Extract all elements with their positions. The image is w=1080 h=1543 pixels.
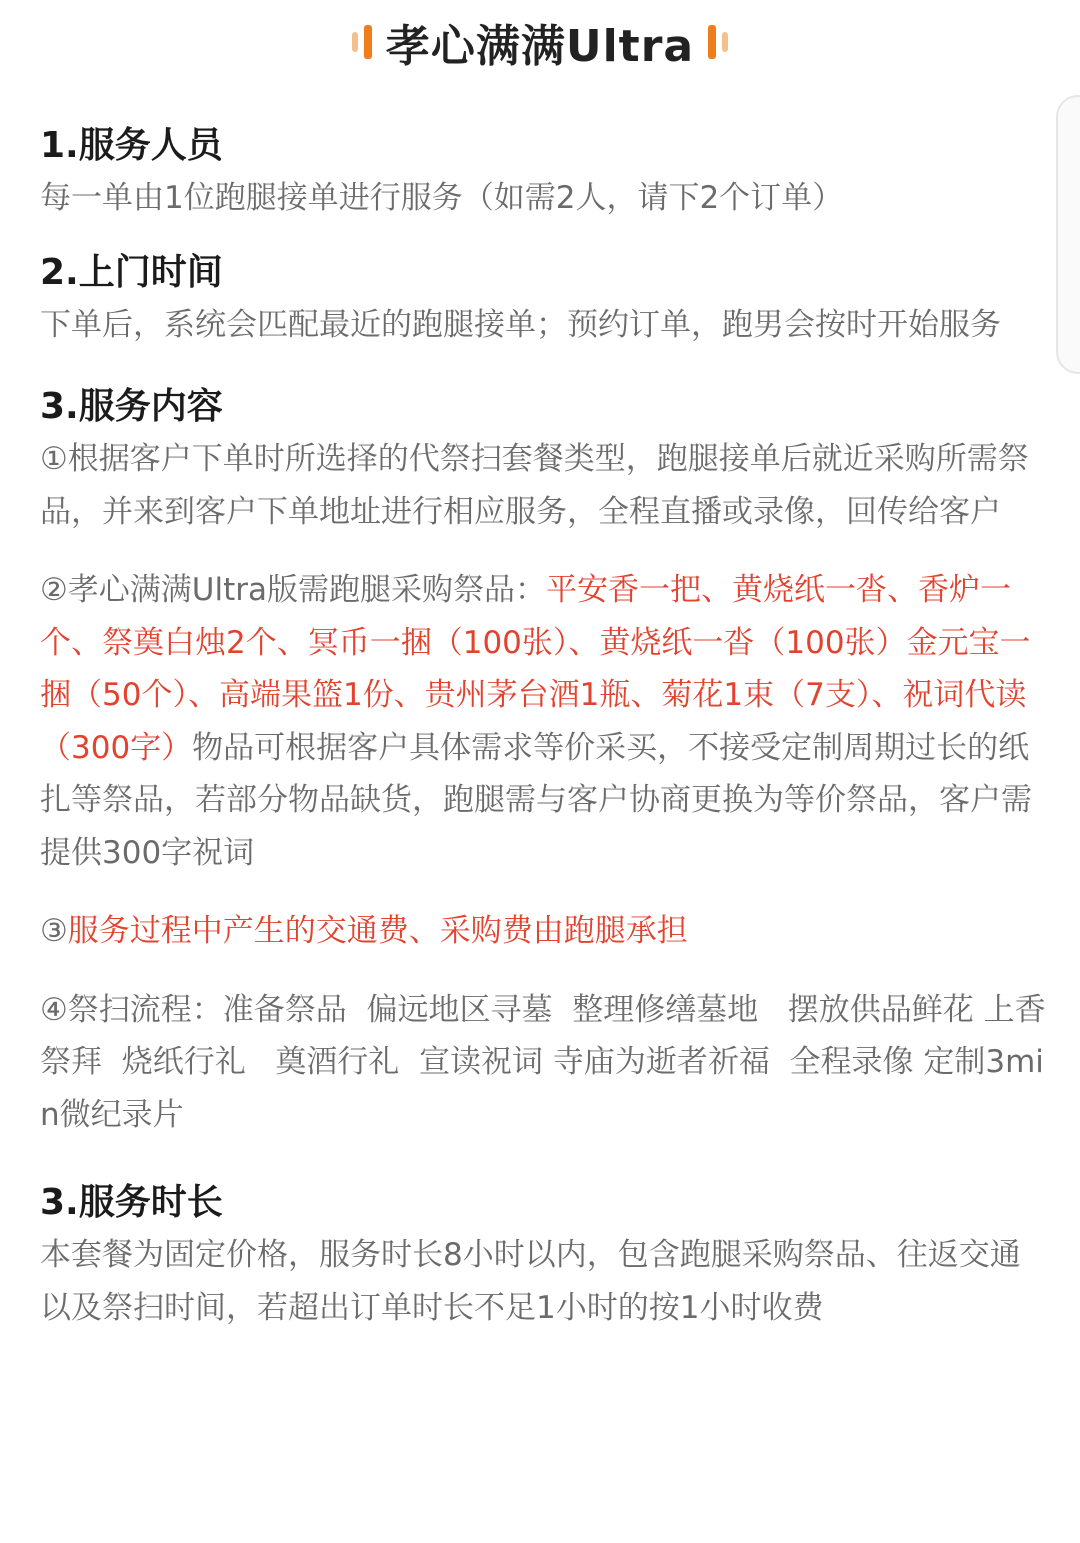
content-item-3 [40, 905, 1050, 958]
deco-bar [722, 32, 728, 52]
item-3-prefix: ③ [40, 913, 68, 949]
title-deco-right [708, 25, 728, 59]
content-item-1: ①根据客户下单时所选择的代祭扫套餐类型，跑腿接单后就近采购所需祭品，并来到客户下单地址进行相应服务，全程直播或录像，回传给客户 [40, 441, 1029, 530]
deco-bar [708, 25, 716, 59]
section-text: 每一单由1位跑腿接单进行服务（如需2人，请下2个订单） [40, 180, 844, 216]
section-heading: 1.服务人员 [40, 125, 223, 166]
section-heading: 3.服务时长 [40, 1182, 223, 1223]
side-scroll-handle[interactable] [1056, 95, 1080, 374]
item-2-offerings: 平安香一把、黄烧纸一沓、香炉一个、祭奠白烛2个、冥币一捆（100张）、黄烧纸一沓（100张）金元宝一捆（50个）、高端果篮1份、贵州茅台酒1瓶、菊花1束（7支）、祝词代读（300字） [40, 572, 1031, 766]
item-2-prefix: ②孝心满满Ultra版需跑腿采购祭品： [40, 572, 546, 608]
section-heading: 3.服务内容 [40, 386, 223, 427]
deco-bar [352, 32, 358, 52]
section-text: 本套餐为固定价格，服务时长8小时以内，包含跑腿采购祭品、往返交通以及祭扫时间，若超出订单时长不足1小时的按1小时收费 [40, 1237, 1021, 1326]
deco-bar [364, 25, 372, 59]
item-2-note: 物品可根据客户具体需求等价采买，不接受定制周期过长的纸扎等祭品，若部分物品缺货，跑腿需与客户协商更换为等价祭品，客户需提供300字祝词 [40, 729, 1032, 871]
section-heading: 2.上门时间 [40, 251, 223, 293]
content-item-4: ④祭扫流程：准备祭品 偏远地区寻墓 整理修缮墓地 摆放供品鲜花 上香祭拜 烧纸行礼 奠酒行礼 宣读祝词 寺庙为逝者祈福 全程录像 定制3min微纪录片 [40, 991, 1046, 1133]
content [40, 120, 1050, 1356]
section-text: 下单后，系统会匹配最近的跑腿接单；预约订单，跑男会按时开始服务 [40, 306, 1001, 343]
title-deco-left [352, 25, 372, 59]
section-service-staff [40, 120, 1050, 225]
section-service-duration [40, 1177, 1050, 1334]
header [0, 12, 1080, 72]
page-title: 孝心满满Ultra [385, 21, 695, 72]
section-service-content [40, 381, 1050, 1141]
item-3-cost-note: 服务过程中产生的交通费、采购费由跑腿承担 [67, 913, 688, 949]
content-item-2 [40, 564, 1050, 879]
section-visit-time [40, 247, 1050, 352]
